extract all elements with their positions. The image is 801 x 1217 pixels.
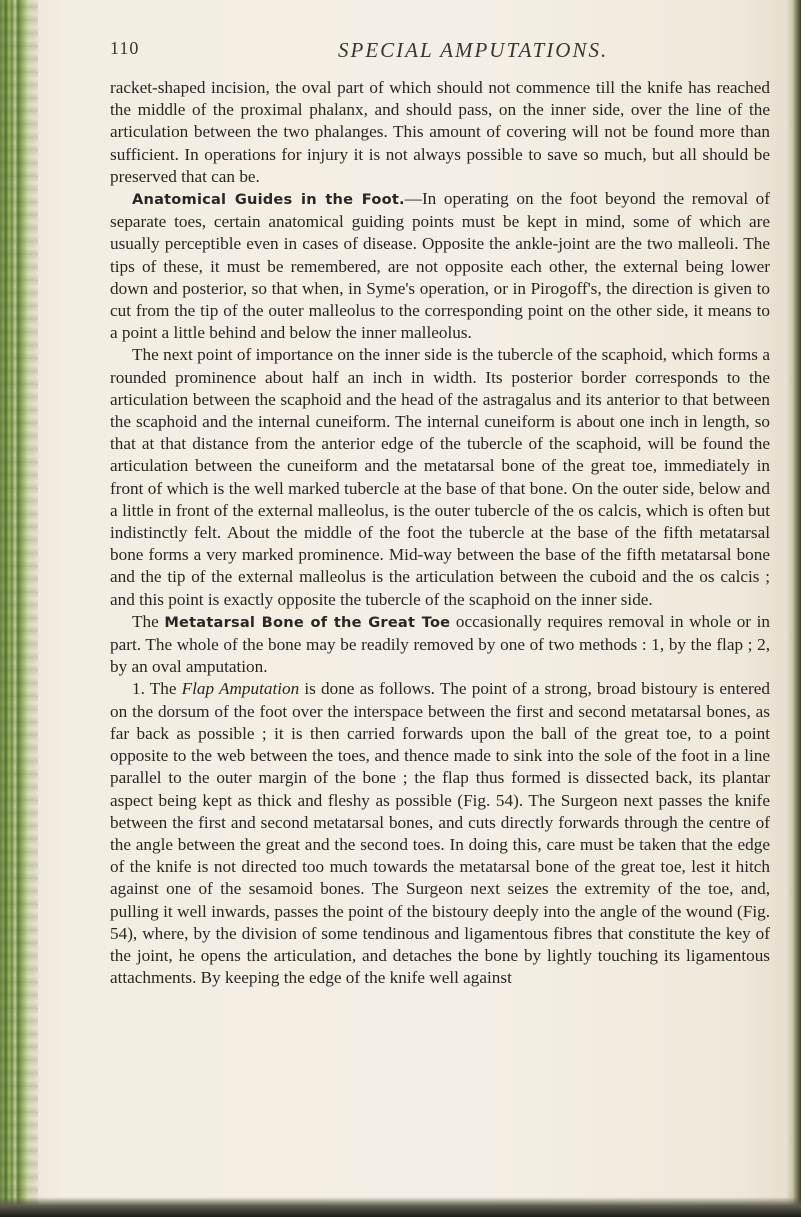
- page-number: 110: [110, 38, 140, 58]
- paragraph-text: occasionally requires removal in whole or in part. The whole of the bone may be readily removed by one of two methods : 1, by the flap ; 2, by an oval amputation.: [110, 611, 770, 677]
- page-bottom-edge-shadow: [0, 1197, 801, 1217]
- paragraph-prefix: The: [132, 611, 165, 631]
- book-binding-edge: [0, 0, 38, 1217]
- page-right-edge-shadow: [787, 0, 801, 1217]
- page-header: [110, 38, 670, 68]
- italic-term: Flap Amputation: [181, 679, 300, 699]
- paragraph-text: racket-shaped incision, the oval part of which should not commence till the knife has reached the middle of the proximal phalanx, and should pass, on the inner side, over the line of the articulation between the two phalanges. This amount of covering will not be found more than sufficient. In operations for injury it is not always possible to save so much, but all should be preserved that can be.: [110, 78, 770, 186]
- paragraph-text: is done as follows. The point of a strong, broad bistoury is entered on the dorsum of the foot over the interspace between the first and second metatarsal bones, as far back as possible ; it is then carried forwards upon the ball of the great toe, to a point opposite to the web between the toes, and thence made to sink into the sole of the foot in a line parallel to the outer margin of the bone ; the flap thus formed is dissected back, its plantar aspect being kept as thick and fleshy as possible (Fig. 54). The Surgeon next passes the knife between the first and second metatarsal bones, and cuts directly forwards through the centre of the angle between the great and the second toes. In doing this, care must be taken that the edge of the knife is not directed too much towards the metatarsal bone of the great toe, lest it hitch against one of the sesamoid bones. The Surgeon next seizes the extremity of the toe, and, pulling it well inwards, passes the point of the bistoury deeply into the angle of the wound (Fig. 54), where, by the division of some tendinous and ligamentous fibres that constitute the key of the joint, he opens the articulation, and detaches the bone by lightly touching its ligamentous attachments. By keeping the edge of the knife well against: [110, 679, 770, 988]
- paragraph-continuation: [110, 77, 770, 188]
- paragraph-metatarsal: [110, 611, 770, 679]
- body-text: [110, 77, 770, 989]
- section-heading: Anatomical Guides in the Foot.: [132, 191, 405, 209]
- paragraph-prefix: 1. The: [132, 679, 182, 699]
- paragraph-text: —In operating on the foot beyond the removal of separate toes, certain anatomical guiding points must be kept in mind, some of which are usually perceptible even in cases of disease. Opposite the ankle-joint are the two malleoli. The tips of these, it must be remembered, are not opposite each other, the external being lower down and posterior, so that when, in Syme's operation, or in Pirogoff's, the direction is given to cut from the tip of the outer malleolus to the corresponding point on the other side, it means to a point a little behind and below the inner malleolus.: [110, 189, 771, 343]
- paragraph-flap-amputation: [110, 678, 770, 989]
- paragraph-text: The next point of importance on the inner side is the tubercle of the scaphoid, which forms a rounded prominence about half an inch in width. Its posterior border corresponds to the articulation between the scaphoid and the head of the astragalus and its anterior to that between the scaphoid and the internal cuneiform. The internal cuneiform is about one inch in length, so that at that distance from the anterior edge of the tubercle of the scaphoid, will be found the articulation between the cuneiform and the metatarsal bone of the great toe, immediately in front of which is the well marked tubercle at the base of that bone. On the outer side, below and a little in front of the external malleolus, is the outer tubercle of the os calcis, which is often but indistinctly felt. About the middle of the foot the tubercle at the base of the fifth metatarsal bone forms a very marked prominence. Mid-way between the base of the fifth metatarsal bone and the tip of the external malleolus is the articulation between the cuboid and the os calcis ; and this point is exactly opposite the tubercle of the scaphoid on the inner side.: [110, 345, 770, 609]
- section-heading: Metatarsal Bone of the Great Toe: [164, 613, 451, 631]
- paragraph-scaphoid: [110, 344, 770, 610]
- running-head: SPECIAL AMPUTATIONS.: [338, 38, 609, 62]
- paragraph-anatomical-guides: [110, 188, 770, 344]
